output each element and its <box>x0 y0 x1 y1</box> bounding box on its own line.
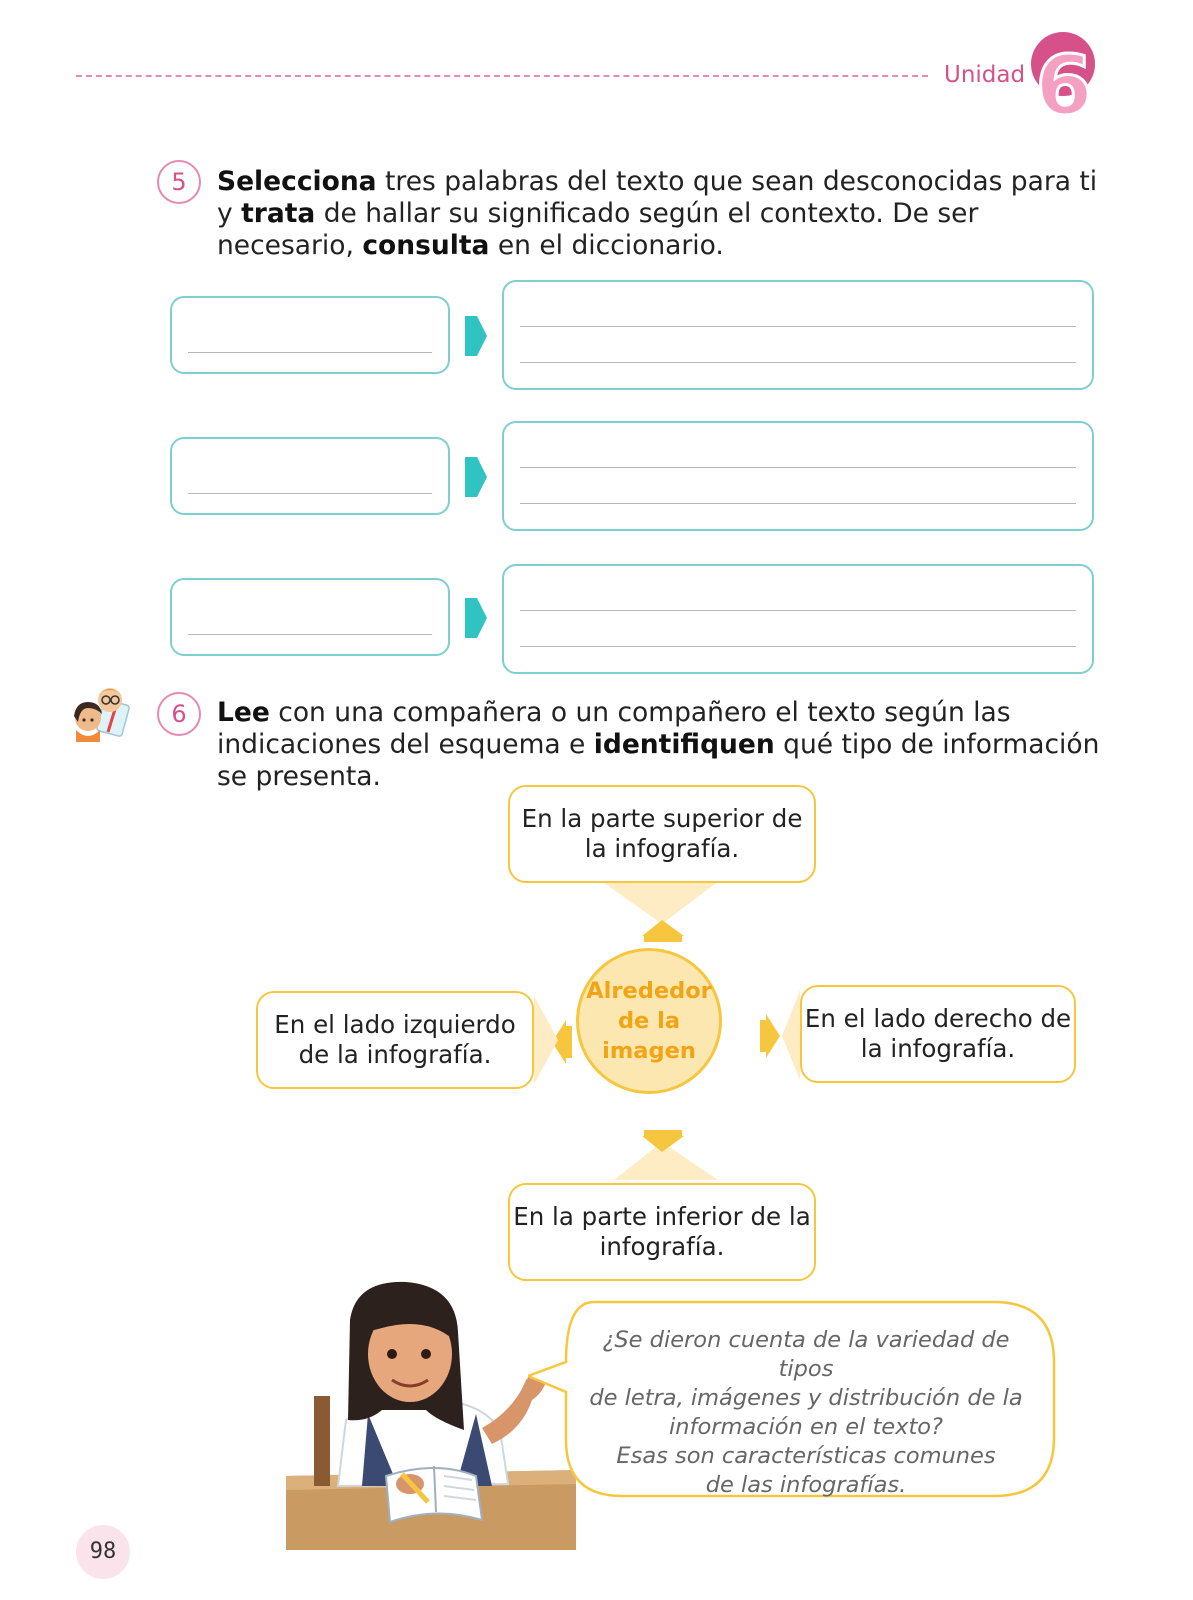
unit-label: Unidad <box>944 62 1026 88</box>
word-input-1[interactable] <box>170 296 450 374</box>
q6-verb-identifiquen: identifiquen <box>593 729 775 760</box>
q6-text-2: qué tipo de información se presenta. <box>217 729 1100 792</box>
question-6-instruction <box>217 697 1107 793</box>
speech-bubble-text: ¿Se dieron cuenta de la variedad de tipos de letra, imágenes y distribución de la información en el texto? Esas son características comunes de las infografías. <box>589 1327 1023 1498</box>
schema-box-bottom: En la parte inferior de la infografía. <box>508 1183 816 1281</box>
schema-box-right: En el lado derecho de la infografía. <box>800 985 1076 1083</box>
q5-verb-consulta: consulta <box>362 230 490 261</box>
schema-box-top: En la parte superior de la infografía. <box>508 785 816 883</box>
pair-work-icon <box>70 684 132 742</box>
schema-center-line-2: de la <box>617 1008 681 1034</box>
header-dashed-rule <box>76 75 928 77</box>
meaning-input-1[interactable] <box>502 280 1094 390</box>
meaning-input-3[interactable] <box>502 564 1094 674</box>
word-input-2[interactable] <box>170 437 450 515</box>
q6-text-1: con una compañera o un compañero el texto según las indicaciones del esquema e <box>217 697 1011 760</box>
page-number: 98 <box>76 1525 130 1579</box>
q5-text-2: de hallar su significado según el contexto. De ser necesario, <box>217 198 979 261</box>
word-input-3[interactable] <box>170 578 450 656</box>
schema-center-circle <box>576 948 722 1094</box>
q5-text-1: tres palabras del texto que sean desconocidas para ti y <box>217 166 1098 229</box>
arrow-right-icon <box>463 596 489 640</box>
question-5-instruction <box>217 166 1107 262</box>
question-6-number: 6 <box>157 692 201 736</box>
schema-center-line-1: Alrededor <box>586 978 712 1004</box>
schema-center-line-3: imagen <box>602 1038 696 1064</box>
unit-number: 6 <box>1035 39 1093 126</box>
meaning-input-2[interactable] <box>502 421 1094 531</box>
q6-verb-lee: Lee <box>217 697 270 728</box>
arrow-right-icon <box>463 314 489 358</box>
q5-verb-trata: trata <box>241 198 316 229</box>
schema-box-left: En el lado izquierdo de la infografía. <box>256 991 534 1089</box>
question-5-number: 5 <box>157 160 201 204</box>
q5-verb-selecciona: Selecciona <box>217 166 377 197</box>
unit-number-badge <box>1028 30 1098 126</box>
q5-text-3: en el diccionario. <box>489 230 724 261</box>
arrow-right-icon <box>463 455 489 499</box>
